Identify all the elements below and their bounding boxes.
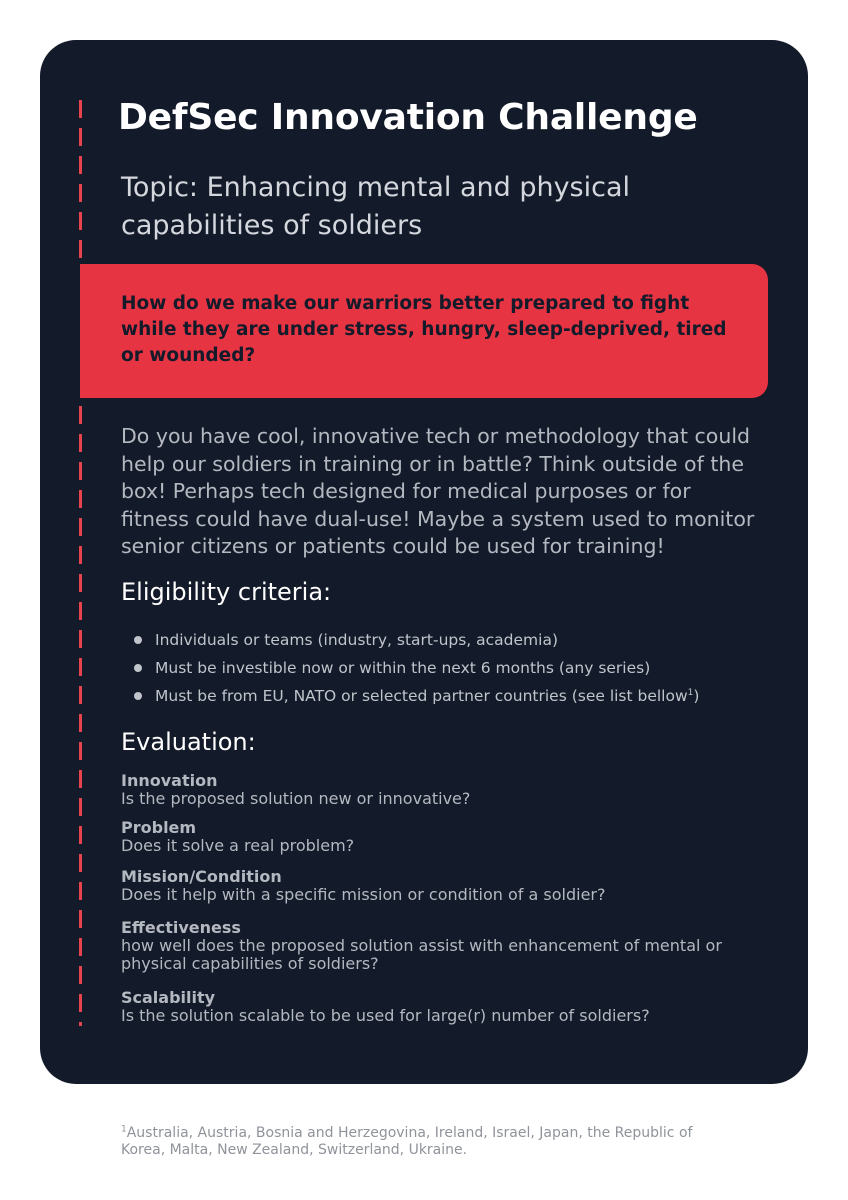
criterion-description: Is the solution scalable to be used for large(r) number of soldiers? — [121, 1006, 650, 1025]
dashed-accent-line-bottom — [79, 406, 82, 1026]
list-item-text-close: ) — [693, 687, 700, 705]
criterion-description: how well does the proposed solution assist with enhancement of mental or physical capabilities of soldiers? — [121, 936, 722, 973]
evaluation-criterion — [121, 989, 761, 1025]
list-item-text: Individuals or teams (industry, start-ups, academia) — [155, 631, 559, 649]
criterion-title: Innovation — [121, 771, 218, 790]
criterion-title: Problem — [121, 818, 197, 837]
bullet-icon — [134, 692, 142, 700]
evaluation-criterion — [121, 868, 761, 904]
eligibility-heading: Eligibility criteria: — [121, 578, 332, 606]
evaluation-criterion — [121, 772, 761, 808]
footnote-marker: 1 — [121, 1124, 127, 1135]
list-item — [133, 654, 699, 682]
evaluation-criterion — [121, 819, 761, 855]
criterion-title: Mission/Condition — [121, 867, 282, 886]
bullet-icon — [134, 636, 142, 644]
key-question-text: How do we make our warriors better prepared to fight while they are under stress, hungry, sleep-deprived, tired or wounded? — [121, 293, 727, 366]
dashed-accent-line-top — [79, 100, 82, 260]
criterion-description: Does it help with a specific mission or condition of a soldier? — [121, 885, 606, 904]
criterion-description: Does it solve a real problem? — [121, 836, 355, 855]
list-item — [133, 626, 699, 654]
footnote-text: Australia, Austria, Bosnia and Herzegovina, Ireland, Israel, Japan, the Republic of Korea, Malta, New Zealand, Switzerland, Ukraine. — [121, 1125, 693, 1158]
intro-paragraph: Do you have cool, innovative tech or methodology that could help our soldiers in training or in battle? Think outside of the box! Perhaps tech designed for medical purposes or for fitness could have dual-use! Maybe a system used to monitor senior citizens or patients could be used for training! — [121, 424, 755, 558]
bullet-icon — [134, 664, 142, 672]
list-item-text: Must be from EU, NATO or selected partner countries (see list bellow — [155, 687, 688, 705]
list-item — [133, 682, 699, 710]
page-title: DefSec Innovation Challenge — [118, 97, 698, 138]
footnote-reference: 1 — [687, 687, 694, 698]
eligibility-list — [133, 626, 699, 710]
topic-subtitle: Topic: Enhancing mental and physical capabilities of soldiers — [121, 172, 631, 241]
footnote — [121, 1125, 741, 1159]
criterion-title: Scalability — [121, 988, 216, 1007]
list-item-text: Must be investible now or within the next 6 months (any series) — [155, 659, 651, 677]
criterion-title: Effectiveness — [121, 918, 241, 937]
evaluation-criterion — [121, 919, 761, 973]
criterion-description: Is the proposed solution new or innovative? — [121, 789, 471, 808]
evaluation-heading: Evaluation: — [121, 728, 256, 756]
key-question-callout — [80, 264, 768, 398]
